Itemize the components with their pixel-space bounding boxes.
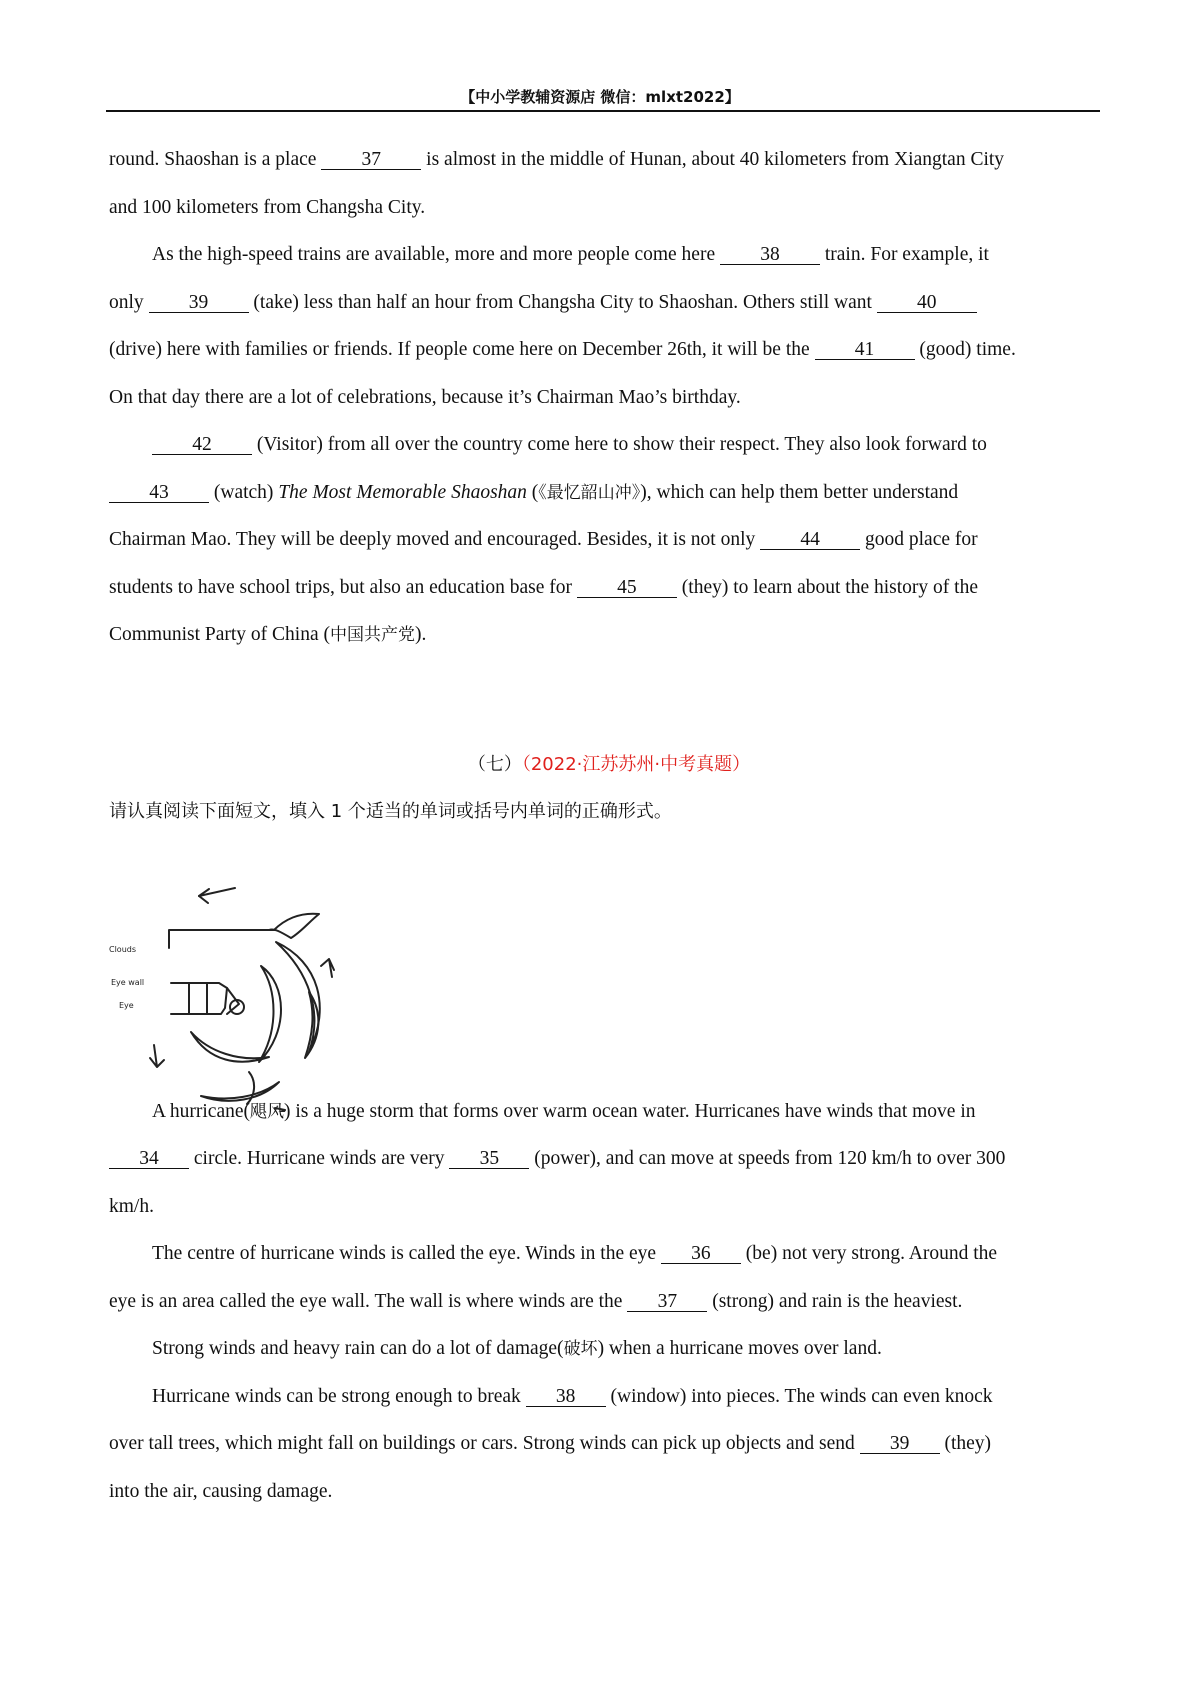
- diagram-label-eye-wall: Eye wall: [111, 978, 145, 987]
- passage2-line: Strong winds and heavy rain can do a lot of damage(破坏) when a hurricane moves over land.: [152, 1338, 882, 1359]
- diagram-label-clouds: Clouds: [109, 945, 137, 954]
- passage1-line: only 39 (take) less than half an hour from Changsha City to Shaoshan. Others still want 40: [109, 291, 1109, 339]
- passage1-line: On that day there are a lot of celebrations, because it’s Chairman Mao’s birthday.: [109, 386, 741, 408]
- blank-44: 44: [760, 530, 860, 550]
- passage1-line: Chairman Mao. They will be deeply moved and encouraged. Besides, it is not only 44 good place for: [109, 529, 978, 550]
- blank-45: 45: [577, 578, 677, 598]
- rain-band-icon: [191, 1032, 269, 1062]
- passage2-line: 34 circle. Hurricane winds are very 35 (power), and can move at speeds from 120 km/h to over 300: [109, 1147, 1109, 1195]
- passage2-line: eye is an area called the eye wall. The wall is where winds are the 37 (strong) and rain is the heaviest.: [109, 1290, 963, 1312]
- page-header: 【中小学教辅资源店 微信：mlxt2022】: [460, 88, 740, 106]
- passage2-line: into the air, causing damage.: [109, 1480, 333, 1502]
- passage2-line: Hurricane winds can be strong enough to break 38 (window) into pieces. The winds can even knock: [152, 1385, 993, 1407]
- arrow-icon: [259, 1108, 285, 1112]
- passage2-line: km/h.: [109, 1195, 154, 1217]
- diagram-label-eye: Eye: [119, 1001, 134, 1010]
- blank-35: 35: [449, 1149, 529, 1169]
- passage1-line: (drive) here with families or friends. If people come here on December 26th, it will be the 41 (good) time.: [109, 339, 1016, 360]
- blank-41: 41: [815, 340, 915, 360]
- document-body: [109, 148, 1109, 1527]
- eye-wall-icon: [171, 983, 227, 1014]
- blank-43: 43: [109, 483, 209, 503]
- blank-38: 38: [526, 1387, 606, 1407]
- passage1-line: Communist Party of China (中国共产党).: [109, 624, 427, 645]
- blank-37: 37: [627, 1292, 707, 1312]
- arrow-icon: [150, 1045, 164, 1067]
- header-rule: [106, 110, 1100, 112]
- arrow-head-icon: [199, 889, 209, 903]
- passage1-line: round. Shaoshan is a place 37 is almost in the middle of Hunan, about 40 kilometers from Xiangtan City: [109, 149, 1005, 170]
- passage2-line: The centre of hurricane winds is called the eye. Winds in the eye 36 (be) not very strong. Around the: [152, 1243, 998, 1264]
- passage1-line: students to have school trips, but also an education base for 45 (they) to learn about the history of the: [109, 576, 978, 598]
- blank-38: 38: [720, 245, 820, 265]
- passage2-line: A hurricane(飓风) is a huge storm that forms over warm ocean water. Hurricanes have winds that move in: [152, 1100, 976, 1122]
- blank-39: 39: [860, 1434, 940, 1454]
- instruction: 请认真阅读下面短文，填入 1 个适当的单词或括号内单词的正确形式。: [109, 801, 672, 822]
- blank-40: 40: [877, 293, 977, 313]
- arrow-icon: [321, 959, 334, 977]
- rain-band-icon: [259, 966, 281, 1062]
- blank-37: 37: [321, 150, 421, 170]
- hurricane-diagram: [109, 862, 359, 1112]
- passage1-line: As the high-speed trains are available, more and more people come here 38 train. For example, it: [152, 244, 989, 265]
- blank-42: 42: [152, 435, 252, 455]
- section-title: （七）（2022·江苏苏州·中考真题）: [467, 753, 751, 775]
- film-title: The Most Memorable Shaoshan: [278, 481, 527, 503]
- rain-band-icon: [201, 1082, 279, 1101]
- cloud-band-icon: [169, 914, 319, 948]
- rain-band-icon: [305, 992, 318, 1058]
- passage1-line: 42 (Visitor) from all over the country come here to show their respect. They also look forward to: [109, 433, 1109, 481]
- passage1-line: and 100 kilometers from Changsha City.: [109, 196, 426, 218]
- section-source: （2022·江苏苏州·中考真题）: [521, 753, 751, 775]
- blank-36: 36: [661, 1244, 741, 1264]
- passage2-line: over tall trees, which might fall on buildings or cars. Strong winds can pick up objects and send 39 (they): [109, 1433, 992, 1454]
- blank-39: 39: [149, 293, 249, 313]
- passage1-line: 43 (watch) The Most Memorable Shaoshan (《最忆韶山冲》), which can help them better understand: [109, 481, 1109, 529]
- blank-34: 34: [109, 1149, 189, 1169]
